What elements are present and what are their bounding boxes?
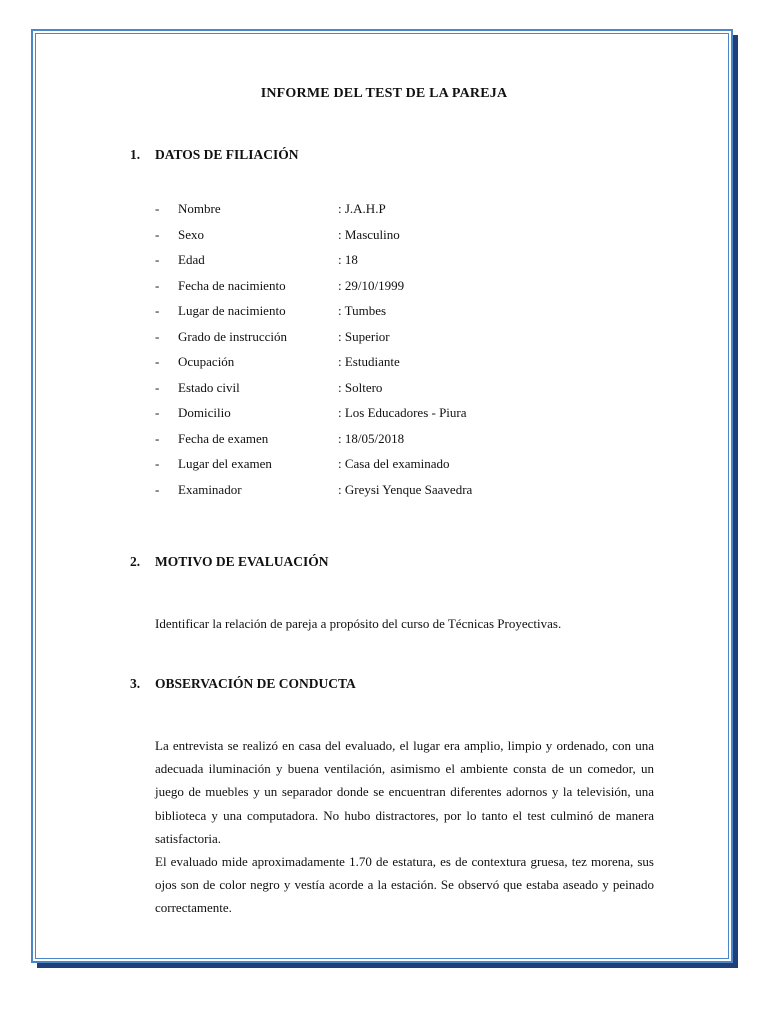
field-row-lugar-nacimiento [155,302,675,328]
field-dash: - [155,303,160,318]
field-row-examinador [155,481,675,507]
field-value: : 29/10/1999 [338,277,405,293]
section-heading-observacion [130,676,356,692]
field-dash: - [155,328,160,344]
page-border-shadow-right [733,35,738,968]
section-number: 1. [130,147,141,162]
field-label: Domicilio [178,405,231,420]
field-row-sexo [155,226,675,252]
field-label: Sexo [178,226,204,242]
page-border-shadow-bottom [37,963,738,968]
section-title: DATOS DE FILIACIÓN [155,147,299,162]
field-dash: - [155,354,160,369]
section-title: OBSERVACIÓN DE CONDUCTA [155,676,356,691]
field-dash: - [155,481,160,497]
field-value: : Casa del examinado [338,456,450,471]
field-row-fecha-nacimiento [155,277,675,303]
field-value: : Los Educadores - Piura [338,405,467,420]
field-value: : Masculino [338,226,400,242]
field-dash: - [155,456,160,471]
field-label: Lugar del examen [178,456,272,471]
observacion-body [155,734,654,920]
field-value: : 18 [338,252,358,267]
field-value: : Estudiante [338,354,400,369]
field-row-domicilio [155,404,675,430]
field-row-edad [155,251,675,277]
field-label: Lugar de nacimiento [178,303,286,318]
field-dash: - [155,277,160,293]
field-label: Ocupación [178,354,235,369]
motivo-paragraph [155,612,654,635]
field-dash: - [155,252,160,267]
section-heading-motivo [130,554,329,570]
field-row-ocupacion [155,353,675,379]
observacion-paragraph-2: El evaluado mide aproximadamente 1.70 de estatura, es de contextura gruesa, tez morena, sus ojos son de color negro y vestía acorde a la estación. Se observó que estaba aseado y peinado correctamente. [155,854,654,916]
field-dash: - [155,379,160,395]
field-label: Examinador [178,481,242,497]
field-value: : Superior [338,328,390,344]
field-row-fecha-examen [155,430,675,456]
field-row-lugar-examen [155,455,675,481]
field-value: : J.A.H.P [338,201,386,216]
field-row-estado-civil [155,379,675,405]
field-dash: - [155,226,160,242]
section-number: 3. [130,676,141,691]
section-title: MOTIVO DE EVALUACIÓN [155,554,329,569]
field-value: : Tumbes [338,303,387,318]
field-label: Nombre [178,201,221,216]
field-value: : Greysi Yenque Saavedra [338,481,473,497]
field-dash: - [155,430,160,446]
field-label: Edad [178,252,205,267]
field-row-nombre [155,200,675,226]
field-label: Estado civil [178,379,240,395]
motivo-text: Identificar la relación de pareja a propósito del curso de Técnicas Proyectivas. [155,616,562,631]
field-label: Grado de instrucción [178,328,288,344]
field-dash: - [155,201,160,216]
section-heading-datos [130,147,299,163]
document-title: INFORME DEL TEST DE LA PAREJA [260,86,508,101]
field-dash: - [155,405,160,420]
field-label: Fecha de examen [178,430,269,446]
field-row-grado-instruccion [155,328,675,354]
field-value: : 18/05/2018 [338,430,405,446]
field-label: Fecha de nacimiento [178,277,286,293]
field-value: : Soltero [338,379,383,395]
filiation-fields [155,200,675,506]
observacion-paragraph-1: La entrevista se realizó en casa del evaluado, el lugar era amplio, limpio y ordenado, con una adecuada iluminación y buena ventilación, asimismo el ambiente consta de un comedor, un juego de muebles y un separador donde se encuentran diferentes adornos y la televisión, una biblioteca y una computadora. No hubo distractores, por lo tanto el test culminó de manera satisfactoria. [155,738,654,846]
section-number: 2. [130,554,141,569]
